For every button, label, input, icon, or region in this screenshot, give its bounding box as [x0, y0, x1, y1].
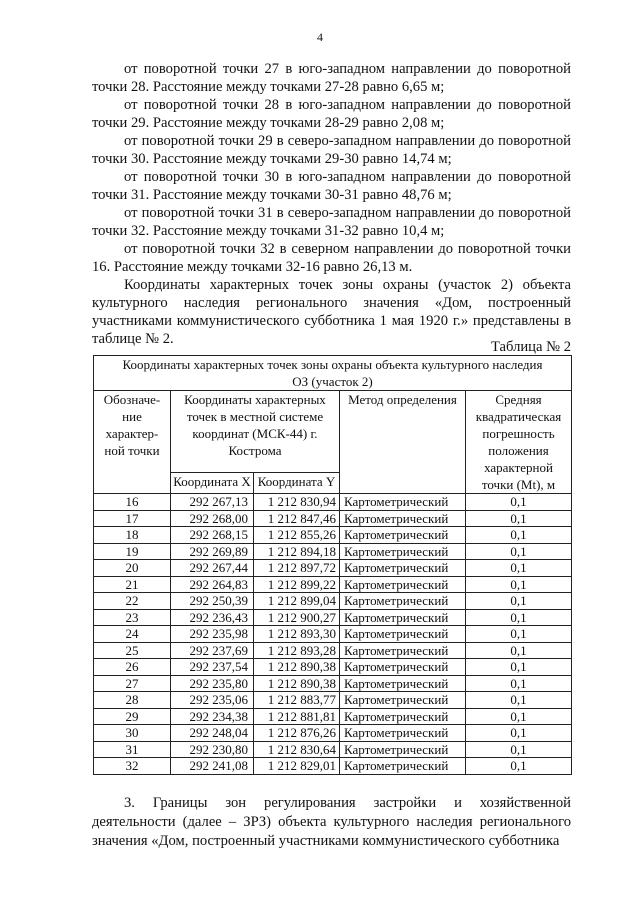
cell-error: 0,1 [466, 510, 572, 527]
cell-error: 0,1 [466, 708, 572, 725]
table-row [94, 609, 572, 626]
cell-error: 0,1 [466, 642, 572, 659]
table-row [94, 741, 572, 758]
cell-error: 0,1 [466, 609, 572, 626]
cell-error: 0,1 [466, 576, 572, 593]
cell-point: 24 [94, 626, 171, 643]
table-row [94, 659, 572, 676]
cell-method: Картометрический [340, 593, 466, 610]
cell-x: 292 234,38 [171, 708, 254, 725]
cell-method: Картометрический [340, 609, 466, 626]
table-row [94, 758, 572, 775]
paragraph: от поворотной точки 28 в юго-западном направлении до поворотной точки 29. Расстояние между точками 28-29 равно 2,08 м; [92, 97, 571, 131]
cell-method: Картометрический [340, 642, 466, 659]
cell-method: Картометрический [340, 560, 466, 577]
cell-y: 1 212 881,81 [254, 708, 340, 725]
cell-method: Картометрический [340, 659, 466, 676]
cell-point: 23 [94, 609, 171, 626]
cell-y: 1 212 893,30 [254, 626, 340, 643]
paragraph: от поворотной точки 31 в северо-западном направлении до поворотной точки 32. Расстояние между точками 31-32 равно 10,4 м; [92, 205, 571, 239]
cell-error: 0,1 [466, 527, 572, 544]
header-y: Координата Y [254, 472, 340, 493]
header-error: Средняя квадратическая погрешность положения характерной точки (Mt), м [466, 391, 572, 494]
cell-point: 25 [94, 642, 171, 659]
cell-point: 20 [94, 560, 171, 577]
cell-point: 26 [94, 659, 171, 676]
cell-y: 1 212 890,38 [254, 659, 340, 676]
cell-x: 292 267,44 [171, 560, 254, 577]
table-caption: Таблица № 2 [491, 339, 571, 355]
cell-x: 292 236,43 [171, 609, 254, 626]
cell-x: 292 237,54 [171, 659, 254, 676]
cell-error: 0,1 [466, 741, 572, 758]
cell-method: Картометрический [340, 576, 466, 593]
cell-method: Картометрический [340, 510, 466, 527]
cell-y: 1 212 893,28 [254, 642, 340, 659]
cell-x: 292 267,13 [171, 494, 254, 511]
body-text [92, 60, 571, 348]
cell-y: 1 212 890,38 [254, 675, 340, 692]
cell-error: 0,1 [466, 692, 572, 709]
table-row [94, 725, 572, 742]
table-title-line1: Координаты характерных точек зоны охраны объекта культурного наследия [122, 357, 543, 372]
cell-point: 28 [94, 692, 171, 709]
table-row [94, 543, 572, 560]
table-row [94, 560, 572, 577]
cell-y: 1 212 894,18 [254, 543, 340, 560]
cell-point: 18 [94, 527, 171, 544]
cell-point: 21 [94, 576, 171, 593]
cell-y: 1 212 876,26 [254, 725, 340, 742]
cell-y: 1 212 897,72 [254, 560, 340, 577]
cell-point: 17 [94, 510, 171, 527]
cell-point: 32 [94, 758, 171, 775]
cell-y: 1 212 883,77 [254, 692, 340, 709]
table-row [94, 692, 572, 709]
cell-method: Картометрический [340, 741, 466, 758]
paragraph: 3. Границы зон регулирования застройки и хозяйственной деятельности (далее – ЗРЗ) объекта культурного наследия регионального значения «Дом, построенный участниками коммунистического субботника [92, 795, 571, 849]
cell-point: 30 [94, 725, 171, 742]
cell-method: Картометрический [340, 758, 466, 775]
header-coords: Координаты характерных точек в местной системе координат (МСК-44) г. Кострома [171, 391, 340, 473]
cell-method: Картометрический [340, 527, 466, 544]
table-row [94, 527, 572, 544]
table-row [94, 642, 572, 659]
cell-point: 22 [94, 593, 171, 610]
cell-error: 0,1 [466, 560, 572, 577]
coordinates-table [93, 355, 572, 775]
cell-point: 29 [94, 708, 171, 725]
cell-x: 292 230,80 [171, 741, 254, 758]
table-title [94, 356, 572, 391]
table-title-line2: ОЗ (участок 2) [292, 374, 373, 389]
table-row [94, 576, 572, 593]
cell-point: 27 [94, 675, 171, 692]
cell-method: Картометрический [340, 692, 466, 709]
cell-point: 16 [94, 494, 171, 511]
cell-x: 292 235,80 [171, 675, 254, 692]
paragraph: Координаты характерных точек зоны охраны (участок 2) объекта культурного наследия регионального значения «Дом, построенный участниками коммунистического субботника 1 мая 1920 г.» представлены в таблице № 2. [92, 277, 571, 347]
cell-y: 1 212 847,46 [254, 510, 340, 527]
cell-x: 292 268,15 [171, 527, 254, 544]
cell-error: 0,1 [466, 659, 572, 676]
cell-x: 292 235,06 [171, 692, 254, 709]
table-row [94, 675, 572, 692]
cell-y: 1 212 830,94 [254, 494, 340, 511]
cell-method: Картометрический [340, 626, 466, 643]
cell-method: Картометрический [340, 494, 466, 511]
paragraph: от поворотной точки 30 в юго-западном направлении до поворотной точки 31. Расстояние между точками 30-31 равно 48,76 м; [92, 169, 571, 203]
cell-x: 292 235,98 [171, 626, 254, 643]
cell-y: 1 212 899,04 [254, 593, 340, 610]
cell-error: 0,1 [466, 626, 572, 643]
paragraph: от поворотной точки 32 в северном направлении до поворотной точки 16. Расстояние между точками 32-16 равно 26,13 м. [92, 241, 571, 275]
page-number: 4 [317, 30, 323, 44]
cell-x: 292 248,04 [171, 725, 254, 742]
cell-error: 0,1 [466, 758, 572, 775]
cell-method: Картометрический [340, 725, 466, 742]
cell-x: 292 237,69 [171, 642, 254, 659]
cell-point: 31 [94, 741, 171, 758]
paragraph: от поворотной точки 29 в северо-западном направлении до поворотной точки 30. Расстояние между точками 29-30 равно 14,74 м; [92, 133, 571, 167]
cell-y: 1 212 829,01 [254, 758, 340, 775]
cell-error: 0,1 [466, 543, 572, 560]
cell-point: 19 [94, 543, 171, 560]
closing-text [92, 794, 571, 851]
table-row [94, 626, 572, 643]
table-row [94, 708, 572, 725]
cell-error: 0,1 [466, 494, 572, 511]
header-x: Координата X [171, 472, 254, 493]
cell-method: Картометрический [340, 708, 466, 725]
cell-x: 292 264,83 [171, 576, 254, 593]
cell-x: 292 250,39 [171, 593, 254, 610]
cell-x: 292 241,08 [171, 758, 254, 775]
cell-method: Картометрический [340, 543, 466, 560]
table-row [94, 593, 572, 610]
cell-error: 0,1 [466, 725, 572, 742]
header-point: Обозначе-ние характер-ной точки [94, 391, 171, 494]
table-body [94, 494, 572, 775]
cell-y: 1 212 830,64 [254, 741, 340, 758]
cell-x: 292 268,00 [171, 510, 254, 527]
cell-error: 0,1 [466, 675, 572, 692]
cell-y: 1 212 855,26 [254, 527, 340, 544]
cell-y: 1 212 899,22 [254, 576, 340, 593]
paragraph: от поворотной точки 27 в юго-западном направлении до поворотной точки 28. Расстояние между точками 27-28 равно 6,65 м; [92, 61, 571, 95]
cell-error: 0,1 [466, 593, 572, 610]
cell-method: Картометрический [340, 675, 466, 692]
table-row [94, 510, 572, 527]
cell-y: 1 212 900,27 [254, 609, 340, 626]
table-row [94, 494, 572, 511]
header-method: Метод определения [340, 391, 466, 494]
cell-x: 292 269,89 [171, 543, 254, 560]
